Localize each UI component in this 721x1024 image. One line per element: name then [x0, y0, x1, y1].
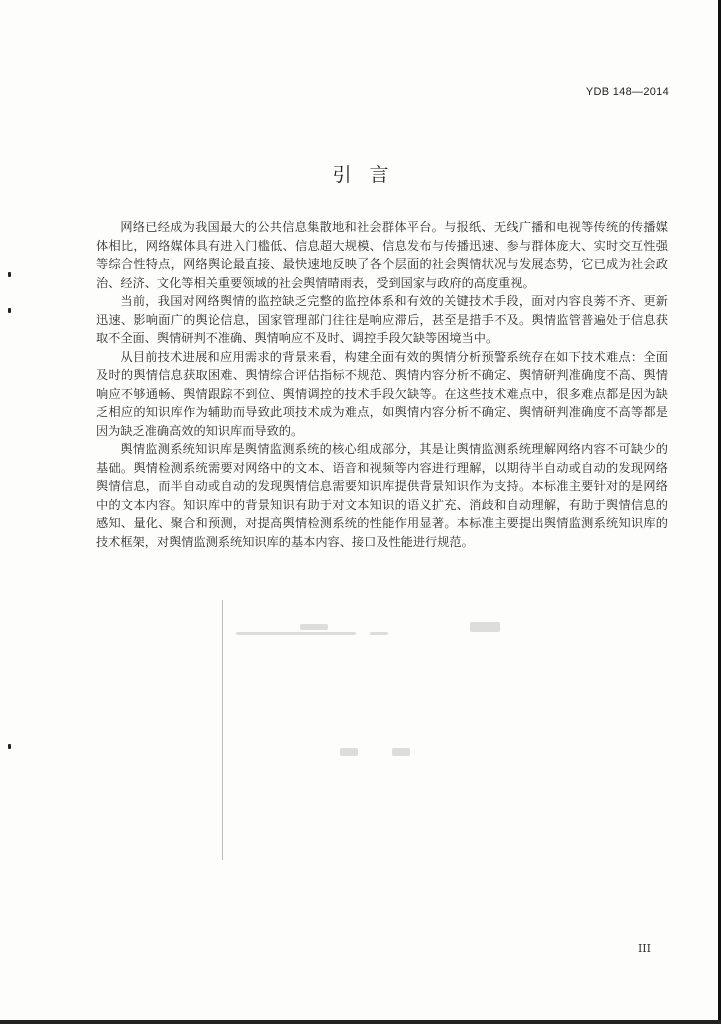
scan-smudge [236, 632, 356, 635]
scan-speck [8, 308, 11, 313]
paragraph: 舆情监测系统知识库是舆情监测系统的核心组成部分，其是让舆情监测系统理解网络内容不可缺少的基础。舆情检测系统需要对网络中的文本、语音和视频等内容进行理解，以期待半自动或自动的发现网络舆情信息，而半自动或自动的发现舆情信息需要知识库提供背景知识作为支持。本标准主要针对的是网络中的文本内容。知识库中的背景知识有助于对文本知识的语义扩充、消歧和自动理解，有助于舆情信息的感知、量化、聚合和预测，对提高舆情检测系统的性能作用显著。本标准主要提出舆情监测系统知识库的技术框架，对舆情监测系统知识库的基本内容、接口及性能进行规范。 [96, 442, 668, 549]
scan-speck [8, 744, 11, 749]
scan-speck [8, 272, 11, 277]
paragraph: 当前，我国对网络舆情的监控缺乏完整的监控体系和有效的关键技术手段，面对内容良莠不齐、更新迅速、影响面广的舆论信息，国家管理部门往往是响应滞后，甚至是措手不及。舆情监管普遍处于信息获取不全面、舆情研判不准确、舆情响应不及时、调控手段欠缺等困境当中。 [96, 294, 668, 345]
scan-smudge [340, 748, 358, 756]
scan-smudge [470, 622, 500, 632]
page-number: III [637, 942, 651, 955]
scan-bleed-line [222, 600, 223, 860]
scan-smudge [370, 632, 388, 635]
document-code: YDB 148—2014 [585, 86, 669, 98]
scan-edge-bottom [0, 1020, 721, 1024]
paragraph: 网络已经成为我国最大的公共信息集散地和社会群体平台。与报纸、无线广播和电视等传统的传播媒体相比，网络媒体具有进入门槛低、信息超大规模、信息发布与传播迅速、参与群体庞大、实时交互性强等综合性特点，网络舆论最直接、最快速地反映了各个层面的社会舆情状况与发展态势，它已成为社会政治、经济、文化等相关重要领域的社会舆情晴雨表，受到国家与政府的高度重视。 [96, 220, 668, 290]
paragraph: 从目前技术进展和应用需求的背景来看，构建全面有效的舆情分析预警系统存在如下技术难点：全面及时的舆情信息获取困难、舆情综合评估指标不规范、舆情内容分析不确定、舆情研判准确度不高、舆情响应不够通畅、舆情跟踪不到位、舆情调控的技术手段欠缺等。在这些技术难点中，很多难点都是因为缺乏相应的知识库作为辅助而导致此项技术成为难点，如舆情内容分析不确定、舆情研判准确度不高等都是因为缺乏准确高效的知识库而导致的。 [96, 349, 668, 438]
scan-smudge [300, 624, 328, 630]
scan-smudge [392, 748, 410, 756]
introduction-body [96, 218, 668, 551]
page-title: 引言 [332, 164, 407, 186]
